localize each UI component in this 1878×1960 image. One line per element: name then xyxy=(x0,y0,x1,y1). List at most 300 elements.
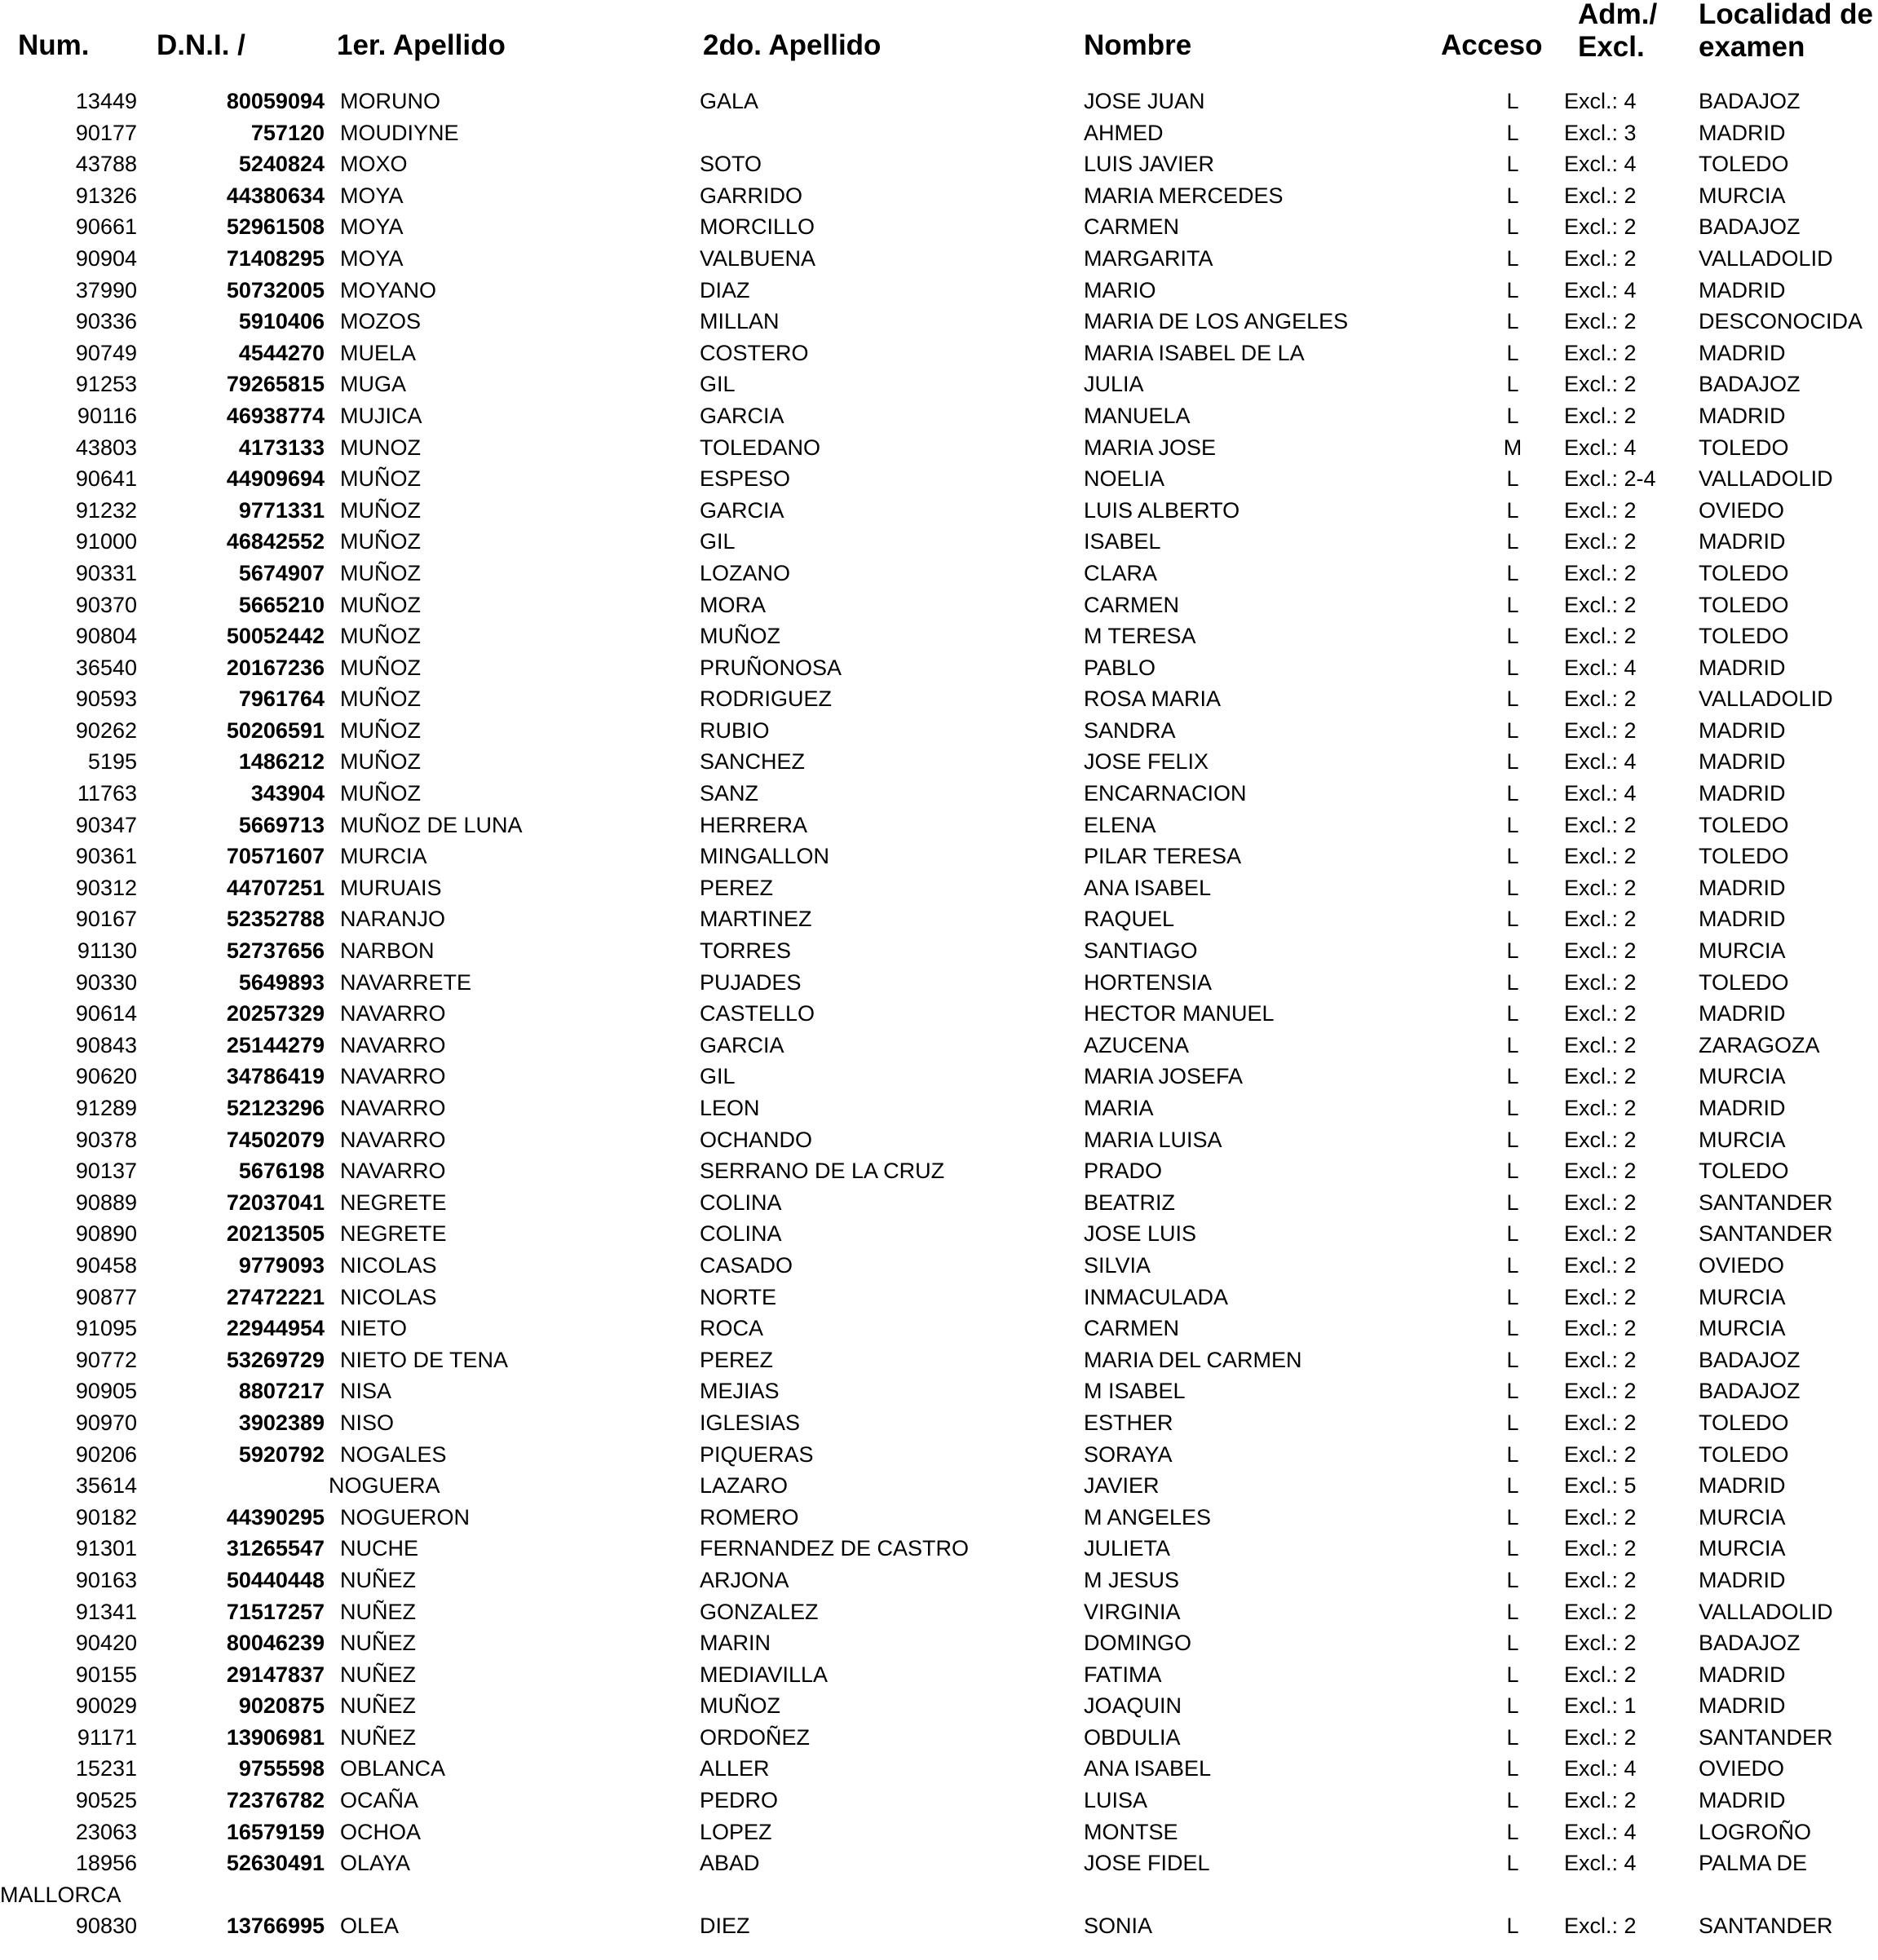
row-num: 13449 xyxy=(75,89,137,113)
row-apellido1: NISA xyxy=(340,1379,392,1404)
row-apellido1: MUNOZ xyxy=(340,435,421,460)
row-nombre: MARIA DEL CARMEN xyxy=(1084,1347,1302,1372)
row-dni: 13766995 xyxy=(226,1913,325,1938)
row-acceso: L xyxy=(1506,907,1519,932)
row-dni: 74502079 xyxy=(226,1127,325,1152)
row-apellido2: MARIN xyxy=(700,1631,771,1656)
row-localidad: TOLEDO xyxy=(1699,560,1789,585)
table-row xyxy=(0,86,1878,117)
row-nombre: HECTOR MANUEL xyxy=(1084,1001,1275,1026)
row-localidad: MADRID xyxy=(1699,655,1786,680)
row-apellido2: ROMERO xyxy=(700,1504,799,1530)
row-localidad: ZARAGOZA xyxy=(1699,1032,1820,1057)
header-nombre-label: Nombre xyxy=(1084,29,1192,61)
table-row xyxy=(0,1124,1878,1156)
row-apellido1: NIETO xyxy=(340,1316,408,1341)
row-dni: 50732005 xyxy=(226,277,325,302)
row-dni: 53269729 xyxy=(226,1347,325,1372)
row-acceso: L xyxy=(1506,844,1519,869)
table-row xyxy=(0,1250,1878,1282)
row-nombre: JAVIER xyxy=(1084,1473,1160,1499)
row-apellido2: PEREZ xyxy=(700,875,774,900)
row-apellido1: MUELA xyxy=(340,340,417,365)
row-localidad: MADRID xyxy=(1699,875,1786,900)
row-apellido2: LOPEZ xyxy=(700,1819,772,1844)
row-num: 18956 xyxy=(75,1851,137,1876)
table-row xyxy=(0,1627,1878,1659)
row-localidad: MADRID xyxy=(1699,1001,1786,1026)
row-localidad: VALLADOLID xyxy=(1699,245,1833,271)
row-nombre: ESTHER xyxy=(1084,1410,1173,1435)
row-adm-excl: Excl.: 2 xyxy=(1564,560,1637,585)
row-localidad: MADRID xyxy=(1699,749,1786,775)
row-dni: 72376782 xyxy=(226,1788,325,1813)
row-localidad: MURCIA xyxy=(1699,1536,1786,1561)
row-apellido2: SANCHEZ xyxy=(700,749,806,775)
row-apellido1: NUÑEZ xyxy=(340,1724,416,1750)
table-row xyxy=(0,558,1878,589)
table-row xyxy=(0,967,1878,999)
row-dni: 5920792 xyxy=(238,1441,325,1467)
row-localidad: TOLEDO xyxy=(1699,592,1789,617)
row-num: 90877 xyxy=(75,1284,137,1309)
row-nombre: HORTENSIA xyxy=(1084,969,1213,995)
row-adm-excl: Excl.: 4 xyxy=(1564,781,1637,806)
row-nombre: MARIA xyxy=(1084,1096,1154,1120)
row-apellido2: CASADO xyxy=(700,1252,793,1278)
row-adm-excl: Excl.: 2 xyxy=(1564,592,1637,617)
row-localidad: TOLEDO xyxy=(1699,844,1789,869)
table-row xyxy=(0,1785,1878,1817)
header-apellido2 xyxy=(703,29,881,62)
row-dni: 343904 xyxy=(250,781,325,806)
row-num: 90641 xyxy=(75,466,137,492)
table-row xyxy=(0,1502,1878,1534)
row-adm-excl: Excl.: 2 xyxy=(1564,1441,1637,1467)
row-acceso: L xyxy=(1506,1913,1519,1938)
table-row xyxy=(0,117,1878,149)
row-acceso: L xyxy=(1506,1631,1519,1656)
row-acceso: L xyxy=(1506,717,1519,743)
row-nombre: ELENA xyxy=(1084,812,1156,837)
row-localidad: VALLADOLID xyxy=(1699,466,1833,492)
row-acceso: M xyxy=(1503,435,1522,460)
row-apellido2: PIQUERAS xyxy=(700,1441,814,1467)
row-adm-excl: Excl.: 2 xyxy=(1564,717,1637,743)
row-localidad: TOLEDO xyxy=(1699,1159,1789,1184)
row-apellido1: NUÑEZ xyxy=(340,1693,416,1719)
row-nombre: LUIS ALBERTO xyxy=(1084,497,1240,523)
table-row xyxy=(0,1596,1878,1628)
row-apellido1: MOYA xyxy=(340,214,404,240)
row-apellido1: NISO xyxy=(340,1410,395,1435)
header-apellido2-label: 2do. Apellido xyxy=(703,29,882,61)
table-row xyxy=(0,872,1878,904)
table-row xyxy=(0,148,1878,180)
row-num: 90772 xyxy=(75,1347,137,1372)
row-nombre: MONTSE xyxy=(1084,1819,1178,1844)
row-num: 90525 xyxy=(75,1788,137,1813)
row-adm-excl: Excl.: 2 xyxy=(1564,1316,1637,1341)
row-apellido2: IGLESIAS xyxy=(700,1410,801,1435)
row-dni: 44707251 xyxy=(226,875,325,900)
row-dni: 5665210 xyxy=(238,592,325,617)
row-dni: 3902389 xyxy=(238,1410,325,1435)
row-nombre: CLARA xyxy=(1084,560,1158,585)
table-row xyxy=(0,715,1878,747)
row-adm-excl: Excl.: 2 xyxy=(1564,624,1637,649)
row-apellido2: GONZALEZ xyxy=(700,1599,819,1624)
row-num: 90970 xyxy=(75,1410,137,1435)
row-adm-excl: Excl.: 2 xyxy=(1564,1032,1637,1057)
row-apellido2: MORA xyxy=(700,592,766,617)
row-apellido2: SERRANO DE LA CRUZ xyxy=(700,1159,945,1184)
header-dni xyxy=(157,29,245,62)
row-num: 90347 xyxy=(75,812,137,837)
row-localidad: MURCIA xyxy=(1699,183,1786,208)
table-row xyxy=(0,998,1878,1030)
row-localidad: MURCIA xyxy=(1699,1127,1786,1152)
row-apellido1: NEGRETE xyxy=(340,1190,447,1215)
row-localidad: VALLADOLID xyxy=(1699,686,1833,712)
row-num: 90378 xyxy=(75,1127,137,1152)
row-adm-excl: Excl.: 2 xyxy=(1564,938,1637,964)
row-num: 90137 xyxy=(75,1159,137,1184)
table-row xyxy=(0,369,1878,400)
table-row xyxy=(0,589,1878,621)
row-dni: 52630491 xyxy=(226,1851,325,1876)
row-apellido2: NORTE xyxy=(700,1284,777,1309)
row-acceso: L xyxy=(1506,781,1519,806)
row-adm-excl: Excl.: 2 xyxy=(1564,1064,1637,1089)
row-nombre: SONIA xyxy=(1084,1913,1153,1938)
row-localidad: BADAJOZ xyxy=(1699,214,1801,240)
row-apellido1: MUÑOZ xyxy=(340,624,421,649)
localidad-continuation-line xyxy=(0,1879,1878,1910)
row-apellido2: GARCIA xyxy=(700,1032,784,1057)
row-nombre: MARGARITA xyxy=(1084,245,1213,271)
row-localidad: TOLEDO xyxy=(1699,152,1789,177)
row-adm-excl: Excl.: 4 xyxy=(1564,152,1637,177)
table-row xyxy=(0,810,1878,841)
row-localidad: TOLEDO xyxy=(1699,624,1789,649)
row-apellido2: OCHANDO xyxy=(700,1127,813,1152)
row-nombre: MARIA ISABEL DE LA xyxy=(1084,340,1305,365)
table-row xyxy=(0,620,1878,652)
row-dni: 79265815 xyxy=(226,372,325,397)
row-acceso: L xyxy=(1506,1379,1519,1404)
row-acceso: L xyxy=(1506,1001,1519,1026)
row-localidad: MADRID xyxy=(1699,1096,1786,1120)
row-nombre: AHMED xyxy=(1084,120,1164,145)
row-dni: 52352788 xyxy=(226,907,325,932)
row-apellido2: TORRES xyxy=(700,938,792,964)
row-localidad: SANTANDER xyxy=(1699,1190,1833,1215)
row-nombre: ENCARNACION xyxy=(1084,781,1247,806)
row-nombre: SANDRA xyxy=(1084,717,1176,743)
row-localidad: MADRID xyxy=(1699,403,1786,428)
table-row xyxy=(0,746,1878,778)
row-num: 90904 xyxy=(75,245,137,271)
row-nombre: M ANGELES xyxy=(1084,1504,1212,1530)
row-adm-excl: Excl.: 4 xyxy=(1564,655,1637,680)
row-adm-excl: Excl.: 2 xyxy=(1564,1127,1637,1152)
row-localidad: MADRID xyxy=(1699,1473,1786,1499)
row-num: 5195 xyxy=(87,749,137,775)
row-apellido1: NOGUERA xyxy=(329,1473,440,1499)
row-num: 90614 xyxy=(75,1001,137,1026)
row-acceso: L xyxy=(1506,1441,1519,1467)
row-nombre: LUISA xyxy=(1084,1788,1148,1813)
row-apellido2: GALA xyxy=(700,89,759,113)
row-num: 91095 xyxy=(75,1316,137,1341)
row-apellido2: PEDRO xyxy=(700,1788,779,1813)
row-dni: 5649893 xyxy=(238,969,325,995)
row-apellido1: NUÑEZ xyxy=(340,1567,416,1592)
header-apellido1 xyxy=(337,29,506,62)
row-num: 90620 xyxy=(75,1064,137,1089)
row-acceso: L xyxy=(1506,686,1519,712)
row-acceso: L xyxy=(1506,1536,1519,1561)
row-localidad: BADAJOZ xyxy=(1699,1379,1801,1404)
row-dni: 5240824 xyxy=(238,152,325,177)
row-apellido2: ROCA xyxy=(700,1316,764,1341)
row-dni: 50206591 xyxy=(226,717,325,743)
table-row xyxy=(0,1659,1878,1691)
header-examen-label: examen xyxy=(1699,31,1805,63)
row-dni: 4173133 xyxy=(238,435,325,460)
row-dni: 52737656 xyxy=(226,938,325,964)
table-row xyxy=(0,1030,1878,1062)
row-apellido2: MORCILLO xyxy=(700,214,815,240)
row-apellido1: NEGRETE xyxy=(340,1221,447,1247)
row-num: 15231 xyxy=(75,1756,137,1781)
row-adm-excl: Excl.: 2 xyxy=(1564,1567,1637,1592)
row-nombre: MARIA JOSE xyxy=(1084,435,1217,460)
row-apellido1: MUÑOZ xyxy=(340,592,421,617)
table-row xyxy=(0,400,1878,432)
row-adm-excl: Excl.: 2 xyxy=(1564,497,1637,523)
row-localidad: TOLEDO xyxy=(1699,969,1789,995)
row-acceso: L xyxy=(1506,1662,1519,1687)
row-nombre: JULIETA xyxy=(1084,1536,1171,1561)
row-num: 90370 xyxy=(75,592,137,617)
row-num: 43803 xyxy=(75,435,137,460)
row-apellido2: ABAD xyxy=(700,1851,760,1876)
row-adm-excl: Excl.: 3 xyxy=(1564,120,1637,145)
row-acceso: L xyxy=(1506,1190,1519,1215)
table-row xyxy=(0,778,1878,810)
table-row xyxy=(0,1407,1878,1439)
table-row xyxy=(0,1817,1878,1848)
table-row xyxy=(0,1565,1878,1596)
row-apellido1: MUÑOZ xyxy=(340,686,421,712)
row-apellido1: MUÑOZ xyxy=(340,560,421,585)
row-adm-excl: Excl.: 2 xyxy=(1564,907,1637,932)
table-row xyxy=(0,463,1878,495)
row-nombre: MARIA LUISA xyxy=(1084,1127,1222,1152)
row-localidad: TOLEDO xyxy=(1699,1410,1789,1435)
row-adm-excl: Excl.: 2 xyxy=(1564,969,1637,995)
row-nombre: M TERESA xyxy=(1084,624,1196,649)
row-nombre: ISABEL xyxy=(1084,529,1161,554)
table-row xyxy=(0,1313,1878,1344)
row-adm-excl: Excl.: 2 xyxy=(1564,1221,1637,1247)
row-apellido1: NICOLAS xyxy=(340,1252,437,1278)
row-nombre: LUIS JAVIER xyxy=(1084,152,1215,177)
table-row xyxy=(0,180,1878,212)
row-localidad: SANTANDER xyxy=(1699,1913,1833,1938)
row-acceso: L xyxy=(1506,1284,1519,1309)
row-adm-excl: Excl.: 2 xyxy=(1564,403,1637,428)
row-nombre: VIRGINIA xyxy=(1084,1599,1181,1624)
row-nombre: MARIA MERCEDES xyxy=(1084,183,1284,208)
table-row xyxy=(0,1061,1878,1093)
row-dni: 4544270 xyxy=(238,340,325,365)
row-apellido1: MOYANO xyxy=(340,277,437,302)
row-acceso: L xyxy=(1506,1756,1519,1781)
row-nombre: PILAR TERESA xyxy=(1084,844,1242,869)
row-adm-excl: Excl.: 2 xyxy=(1564,340,1637,365)
row-localidad: MADRID xyxy=(1699,120,1786,145)
row-apellido1: MORUNO xyxy=(340,89,440,113)
row-adm-excl: Excl.: 2 xyxy=(1564,1347,1637,1372)
row-num: 90155 xyxy=(75,1662,137,1687)
row-apellido2: GARCIA xyxy=(700,403,784,428)
row-apellido2: LEON xyxy=(700,1096,760,1120)
row-dni: 8807217 xyxy=(238,1379,325,1404)
row-localidad: MADRID xyxy=(1699,1788,1786,1813)
row-dni: 50052442 xyxy=(226,624,325,649)
row-adm-excl: Excl.: 1 xyxy=(1564,1693,1637,1719)
row-apellido1: OCAÑA xyxy=(340,1788,419,1813)
row-dni: 80046239 xyxy=(226,1631,325,1656)
table-row xyxy=(0,1439,1878,1471)
row-dni: 5676198 xyxy=(238,1159,325,1184)
row-dni: 44909694 xyxy=(226,466,325,492)
header-num xyxy=(18,29,90,62)
row-nombre: RAQUEL xyxy=(1084,907,1175,932)
row-adm-excl: Excl.: 4 xyxy=(1564,435,1637,460)
row-apellido1: NARANJO xyxy=(340,907,446,932)
row-apellido1: MUÑOZ xyxy=(340,466,421,492)
row-nombre: PABLO xyxy=(1084,655,1156,680)
row-acceso: L xyxy=(1506,592,1519,617)
table-row xyxy=(0,495,1878,527)
row-adm-excl: Excl.: 2 xyxy=(1564,1190,1637,1215)
row-num: 91301 xyxy=(75,1536,137,1561)
row-localidad: MADRID xyxy=(1699,717,1786,743)
row-acceso: L xyxy=(1506,497,1519,523)
row-apellido2: ALLER xyxy=(700,1756,770,1781)
row-apellido1: NAVARRO xyxy=(340,1096,446,1120)
row-acceso: L xyxy=(1506,214,1519,240)
row-apellido2: DIEZ xyxy=(700,1913,750,1938)
table-row xyxy=(0,1187,1878,1219)
row-dni: 9779093 xyxy=(238,1252,325,1278)
row-acceso: L xyxy=(1506,624,1519,649)
row-apellido1: NUCHE xyxy=(340,1536,419,1561)
row-acceso: L xyxy=(1506,1693,1519,1719)
row-acceso: L xyxy=(1506,655,1519,680)
row-acceso: L xyxy=(1506,969,1519,995)
row-num: 90163 xyxy=(75,1567,137,1592)
row-apellido2: RODRIGUEZ xyxy=(700,686,832,712)
row-acceso: L xyxy=(1506,340,1519,365)
row-localidad: MADRID xyxy=(1699,340,1786,365)
row-apellido2: GIL xyxy=(700,529,736,554)
row-acceso: L xyxy=(1506,372,1519,397)
row-nombre: JOSE FIDEL xyxy=(1084,1851,1210,1876)
row-apellido2: ARJONA xyxy=(700,1567,789,1592)
row-apellido1: NAVARRO xyxy=(340,1032,446,1057)
table-row xyxy=(0,211,1878,243)
row-adm-excl: Excl.: 2 xyxy=(1564,1379,1637,1404)
row-localidad: MADRID xyxy=(1699,529,1786,554)
row-nombre: CARMEN xyxy=(1084,1316,1180,1341)
row-adm-excl: Excl.: 2 xyxy=(1564,1410,1637,1435)
row-acceso: L xyxy=(1506,1724,1519,1750)
row-adm-excl: Excl.: 2-4 xyxy=(1564,466,1656,492)
table-row xyxy=(0,338,1878,369)
row-nombre: CARMEN xyxy=(1084,214,1180,240)
row-acceso: L xyxy=(1506,1599,1519,1624)
row-num: 91232 xyxy=(75,497,137,523)
row-dni: 1486212 xyxy=(238,749,325,775)
row-apellido1: NOGUERON xyxy=(340,1504,471,1530)
row-acceso: L xyxy=(1506,875,1519,900)
row-acceso: L xyxy=(1506,309,1519,334)
row-acceso: L xyxy=(1506,466,1519,492)
row-apellido1: NUÑEZ xyxy=(340,1599,416,1624)
row-acceso: L xyxy=(1506,1788,1519,1813)
row-num: 90593 xyxy=(75,686,137,712)
row-num: 90804 xyxy=(75,624,137,649)
table-row xyxy=(0,1093,1878,1124)
table-row xyxy=(0,1910,1878,1942)
row-dni: 757120 xyxy=(250,120,325,145)
row-num: 90182 xyxy=(75,1504,137,1530)
row-localidad: MADRID xyxy=(1699,277,1786,302)
row-apellido1: MUÑOZ xyxy=(340,529,421,554)
row-dni: 25144279 xyxy=(226,1032,325,1057)
row-apellido1: OBLANCA xyxy=(340,1756,446,1781)
row-apellido1: NARBON xyxy=(340,938,435,964)
row-nombre: MARIO xyxy=(1084,277,1156,302)
row-apellido1: NICOLAS xyxy=(340,1284,437,1309)
row-acceso: L xyxy=(1506,1127,1519,1152)
row-dni: 52961508 xyxy=(226,214,325,240)
row-dni: 16579159 xyxy=(226,1819,325,1844)
table-row xyxy=(0,1155,1878,1187)
row-apellido1: NUÑEZ xyxy=(340,1631,416,1656)
table-row xyxy=(0,1722,1878,1754)
row-localidad: OVIEDO xyxy=(1699,497,1785,523)
row-dni: 29147837 xyxy=(226,1662,325,1687)
row-adm-excl: Excl.: 2 xyxy=(1564,1631,1637,1656)
table-row xyxy=(0,1690,1878,1722)
header-acceso-label: Acceso xyxy=(1441,29,1543,61)
row-num: 90905 xyxy=(75,1379,137,1404)
table-row xyxy=(0,935,1878,967)
row-adm-excl: Excl.: 2 xyxy=(1564,1536,1637,1561)
row-adm-excl: Excl.: 2 xyxy=(1564,1913,1637,1938)
row-apellido1: OLEA xyxy=(340,1913,400,1938)
row-dni: 13906981 xyxy=(226,1724,325,1750)
row-acceso: L xyxy=(1506,1567,1519,1592)
row-apellido1: MOZOS xyxy=(340,309,421,334)
row-num: 91130 xyxy=(77,938,137,964)
